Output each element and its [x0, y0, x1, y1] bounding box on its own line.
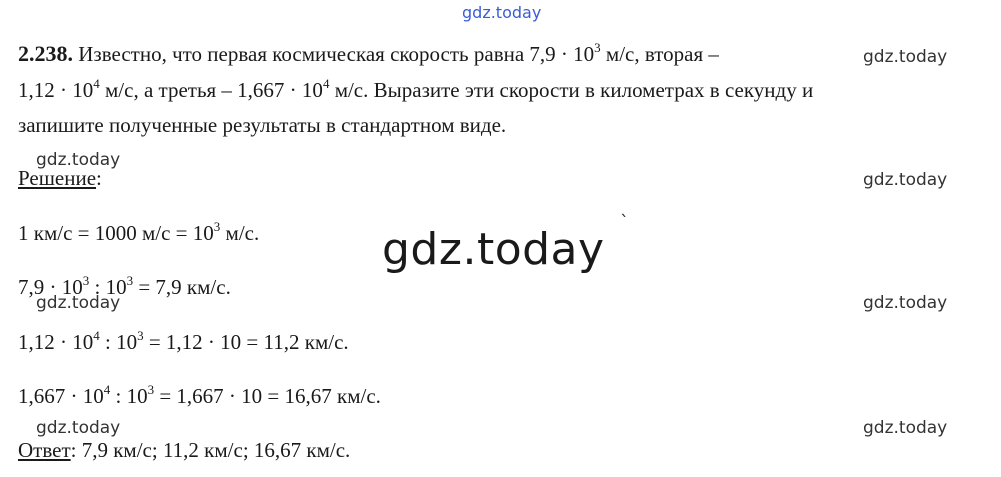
solution-label: Решение — [18, 166, 97, 190]
exponent: 3 — [137, 328, 144, 343]
problem-number: 2.238. — [18, 41, 73, 66]
watermark-right-3: gdz.today — [863, 293, 948, 313]
solution-step-4 — [18, 384, 381, 408]
solution-step-1 — [18, 221, 259, 245]
watermark-right-1: gdz.today — [863, 47, 948, 67]
problem-line-1 — [18, 42, 719, 66]
step-text: : 10 — [99, 330, 138, 354]
exponent: 3 — [594, 40, 601, 55]
problem-line-2 — [18, 78, 813, 102]
watermark-top: gdz.today — [462, 3, 542, 22]
exponent: 4 — [93, 76, 100, 91]
answer-label: Ответ — [18, 438, 71, 462]
watermark-left-1: gdz.today — [36, 150, 121, 170]
problem-text-1: Известно, что первая космическая скорость равна 7,9 · 10 — [78, 42, 595, 66]
solution-heading — [18, 166, 102, 190]
problem-text-2b: м/с, а третья – 1,667 · 10 — [99, 78, 323, 102]
watermark-right-4: gdz.today — [863, 418, 948, 438]
watermark-tick: ` — [620, 212, 629, 233]
exponent: 4 — [93, 328, 100, 343]
step-text: 1,12 · 10 — [18, 330, 94, 354]
exponent: 3 — [82, 273, 90, 288]
step-text: 7,9 · 10 — [18, 275, 83, 299]
solution-colon: : — [96, 166, 102, 190]
step-text: = 1,667 · 10 = 16,67 км/с. — [154, 384, 381, 408]
step-text: м/с. — [220, 221, 260, 245]
problem-text-2c: м/с. Выразите эти скорости в километрах в секунду и — [329, 78, 814, 102]
answer-line — [18, 438, 350, 462]
problem-line-3: запишите полученные результаты в стандартном виде. — [18, 113, 507, 137]
exponent: 4 — [322, 76, 330, 91]
answer-text: : 7,9 км/с; 11,2 км/с; 16,67 км/с. — [70, 438, 351, 462]
exponent: 4 — [103, 382, 111, 397]
exponent: 3 — [126, 273, 134, 288]
exponent: 3 — [213, 219, 221, 234]
watermark-right-2: gdz.today — [863, 170, 948, 190]
watermark-left-2: gdz.today — [36, 293, 121, 313]
step-text: = 1,12 · 10 = 11,2 км/с. — [143, 330, 349, 354]
step-text: 1 км/с = 1000 м/с = 10 — [18, 221, 214, 245]
solution-step-3 — [18, 330, 349, 354]
step-text: : 10 — [89, 275, 127, 299]
step-text: 1,667 · 10 — [18, 384, 104, 408]
watermark-center: gdz.today — [382, 224, 605, 275]
step-text: : 10 — [110, 384, 148, 408]
problem-text-1-tail: м/с, вторая – — [600, 42, 719, 66]
step-text: = 7,9 км/с. — [133, 275, 231, 299]
problem-text-2a: 1,12 · 10 — [18, 78, 94, 102]
exponent: 3 — [147, 382, 155, 397]
watermark-left-3: gdz.today — [36, 418, 121, 438]
